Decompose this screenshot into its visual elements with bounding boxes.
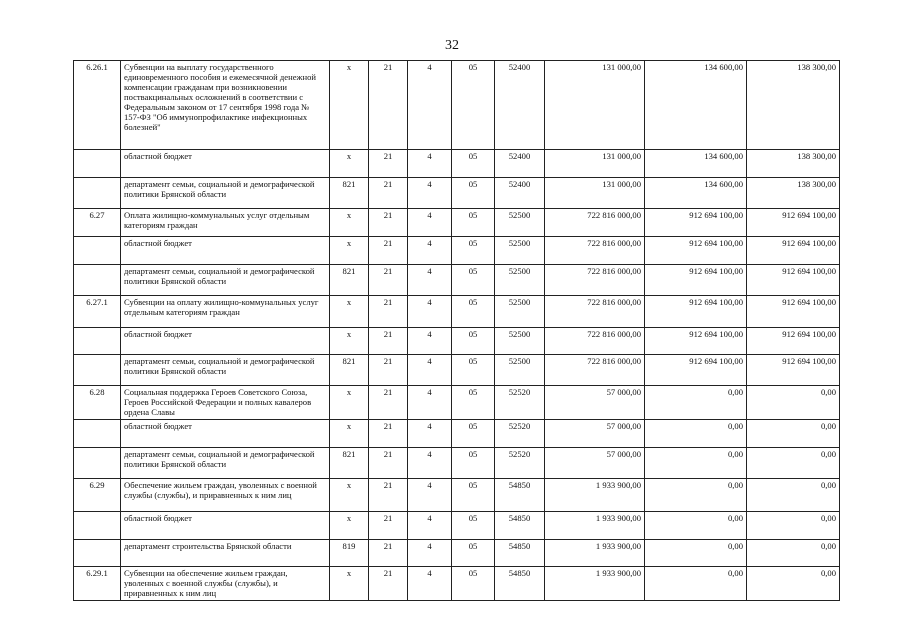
cell-amount-3: 0,00 xyxy=(747,386,840,420)
cell-csr: 05 xyxy=(452,237,495,265)
cell-name: департамент семьи, социальной и демографической политики Брянской области xyxy=(121,265,330,296)
cell-grbs: x xyxy=(330,296,369,328)
cell-name: Социальная поддержка Героев Советского Союза, Героев Российской Федерации и полных кавалеров ордена Славы xyxy=(121,386,330,420)
table-row xyxy=(74,355,840,386)
cell-amount-2: 0,00 xyxy=(645,567,747,601)
cell-number xyxy=(74,512,121,540)
cell-pr: 4 xyxy=(408,209,452,237)
cell-amount-2: 134 600,00 xyxy=(645,150,747,178)
cell-name: областной бюджет xyxy=(121,512,330,540)
cell-amount-1: 57 000,00 xyxy=(545,420,645,448)
cell-amount-2: 912 694 100,00 xyxy=(645,237,747,265)
cell-number xyxy=(74,355,121,386)
table-row xyxy=(74,420,840,448)
cell-amount-2: 912 694 100,00 xyxy=(645,209,747,237)
cell-name: Субвенции на обеспечение жильем граждан, уволенных с военной службы (службы), и приравненных к ним лиц xyxy=(121,567,330,601)
table-row xyxy=(74,386,840,420)
cell-rz: 21 xyxy=(369,448,408,479)
cell-grbs: x xyxy=(330,479,369,512)
table-row xyxy=(74,61,840,150)
cell-grbs: x xyxy=(330,420,369,448)
cell-amount-3: 0,00 xyxy=(747,448,840,479)
cell-amount-1: 722 816 000,00 xyxy=(545,355,645,386)
table-row xyxy=(74,265,840,296)
table-row xyxy=(74,512,840,540)
cell-vr: 52400 xyxy=(495,61,545,150)
table-row xyxy=(74,479,840,512)
cell-csr: 05 xyxy=(452,567,495,601)
table-body xyxy=(74,61,840,601)
cell-csr: 05 xyxy=(452,479,495,512)
cell-amount-3: 912 694 100,00 xyxy=(747,209,840,237)
cell-vr: 54850 xyxy=(495,567,545,601)
cell-grbs: x xyxy=(330,150,369,178)
cell-csr: 05 xyxy=(452,265,495,296)
cell-pr: 4 xyxy=(408,296,452,328)
cell-amount-2: 0,00 xyxy=(645,420,747,448)
cell-amount-3: 0,00 xyxy=(747,420,840,448)
cell-vr: 54850 xyxy=(495,512,545,540)
cell-amount-1: 1 933 900,00 xyxy=(545,567,645,601)
cell-pr: 4 xyxy=(408,355,452,386)
cell-number xyxy=(74,328,121,355)
cell-amount-1: 57 000,00 xyxy=(545,448,645,479)
cell-amount-3: 912 694 100,00 xyxy=(747,237,840,265)
cell-vr: 52400 xyxy=(495,150,545,178)
cell-pr: 4 xyxy=(408,61,452,150)
cell-pr: 4 xyxy=(408,479,452,512)
cell-csr: 05 xyxy=(452,448,495,479)
cell-csr: 05 xyxy=(452,61,495,150)
cell-rz: 21 xyxy=(369,355,408,386)
cell-pr: 4 xyxy=(408,386,452,420)
cell-pr: 4 xyxy=(408,512,452,540)
table-row xyxy=(74,237,840,265)
cell-rz: 21 xyxy=(369,540,408,567)
cell-amount-1: 722 816 000,00 xyxy=(545,296,645,328)
cell-number xyxy=(74,237,121,265)
cell-name: департамент семьи, социальной и демографической политики Брянской области xyxy=(121,448,330,479)
cell-amount-2: 0,00 xyxy=(645,386,747,420)
cell-grbs: x xyxy=(330,61,369,150)
cell-number: 6.27.1 xyxy=(74,296,121,328)
table-row xyxy=(74,178,840,209)
cell-pr: 4 xyxy=(408,540,452,567)
cell-amount-3: 138 300,00 xyxy=(747,61,840,150)
cell-grbs: 821 xyxy=(330,265,369,296)
cell-rz: 21 xyxy=(369,237,408,265)
cell-csr: 05 xyxy=(452,512,495,540)
table-row xyxy=(74,328,840,355)
budget-table xyxy=(73,60,840,601)
cell-number: 6.29.1 xyxy=(74,567,121,601)
cell-pr: 4 xyxy=(408,178,452,209)
cell-csr: 05 xyxy=(452,328,495,355)
cell-number xyxy=(74,448,121,479)
cell-rz: 21 xyxy=(369,209,408,237)
cell-amount-2: 912 694 100,00 xyxy=(645,355,747,386)
cell-amount-3: 138 300,00 xyxy=(747,150,840,178)
cell-amount-3: 0,00 xyxy=(747,567,840,601)
cell-amount-1: 1 933 900,00 xyxy=(545,479,645,512)
cell-csr: 05 xyxy=(452,209,495,237)
cell-amount-3: 912 694 100,00 xyxy=(747,296,840,328)
cell-rz: 21 xyxy=(369,328,408,355)
cell-vr: 54850 xyxy=(495,540,545,567)
cell-amount-1: 1 933 900,00 xyxy=(545,540,645,567)
cell-name: областной бюджет xyxy=(121,328,330,355)
cell-amount-2: 912 694 100,00 xyxy=(645,265,747,296)
cell-number xyxy=(74,265,121,296)
cell-amount-3: 0,00 xyxy=(747,479,840,512)
cell-number: 6.27 xyxy=(74,209,121,237)
table-row xyxy=(74,540,840,567)
cell-name: департамент семьи, социальной и демографической политики Брянской области xyxy=(121,178,330,209)
cell-grbs: x xyxy=(330,386,369,420)
cell-amount-2: 0,00 xyxy=(645,512,747,540)
cell-vr: 52500 xyxy=(495,355,545,386)
cell-grbs: x xyxy=(330,237,369,265)
cell-vr: 52400 xyxy=(495,178,545,209)
cell-rz: 21 xyxy=(369,386,408,420)
cell-pr: 4 xyxy=(408,448,452,479)
cell-amount-2: 0,00 xyxy=(645,448,747,479)
table-row xyxy=(74,209,840,237)
cell-vr: 54850 xyxy=(495,479,545,512)
cell-amount-1: 722 816 000,00 xyxy=(545,237,645,265)
cell-grbs: 821 xyxy=(330,448,369,479)
table-row xyxy=(74,567,840,601)
cell-vr: 52520 xyxy=(495,386,545,420)
cell-amount-3: 0,00 xyxy=(747,540,840,567)
cell-amount-2: 912 694 100,00 xyxy=(645,296,747,328)
table-row xyxy=(74,448,840,479)
cell-grbs: x xyxy=(330,328,369,355)
cell-grbs: 821 xyxy=(330,355,369,386)
cell-name: Оплата жилищно-коммунальных услуг отдельным категориям граждан xyxy=(121,209,330,237)
cell-name: Обеспечение жильем граждан, уволенных с военной службы (службы), и приравненных к ним лиц xyxy=(121,479,330,512)
cell-number xyxy=(74,150,121,178)
cell-pr: 4 xyxy=(408,328,452,355)
cell-csr: 05 xyxy=(452,355,495,386)
cell-amount-1: 131 000,00 xyxy=(545,150,645,178)
cell-number xyxy=(74,178,121,209)
cell-amount-1: 1 933 900,00 xyxy=(545,512,645,540)
cell-amount-3: 138 300,00 xyxy=(747,178,840,209)
cell-amount-2: 912 694 100,00 xyxy=(645,328,747,355)
page-number: 32 xyxy=(445,38,459,53)
cell-amount-2: 0,00 xyxy=(645,479,747,512)
cell-amount-1: 57 000,00 xyxy=(545,386,645,420)
cell-amount-1: 131 000,00 xyxy=(545,61,645,150)
cell-rz: 21 xyxy=(369,150,408,178)
cell-number: 6.29 xyxy=(74,479,121,512)
cell-amount-3: 912 694 100,00 xyxy=(747,355,840,386)
cell-rz: 21 xyxy=(369,265,408,296)
cell-grbs: 821 xyxy=(330,178,369,209)
cell-name: департамент семьи, социальной и демографической политики Брянской области xyxy=(121,355,330,386)
cell-name: областной бюджет xyxy=(121,237,330,265)
cell-rz: 21 xyxy=(369,420,408,448)
cell-number: 6.28 xyxy=(74,386,121,420)
cell-rz: 21 xyxy=(369,479,408,512)
cell-vr: 52500 xyxy=(495,328,545,355)
cell-name: областной бюджет xyxy=(121,420,330,448)
cell-grbs: 819 xyxy=(330,540,369,567)
cell-grbs: x xyxy=(330,512,369,540)
cell-csr: 05 xyxy=(452,178,495,209)
cell-csr: 05 xyxy=(452,296,495,328)
cell-name: областной бюджет xyxy=(121,150,330,178)
cell-name: Субвенции на выплату государственного единовременного пособия и ежемесячной денежной компенсации гражданам при возникновении поствакцинальных осложнений в соответствии с Федеральным законом от 17 сентября 1998 года № 157-ФЗ "Об иммунопрофилактике инфекционных болезней" xyxy=(121,61,330,150)
cell-vr: 52500 xyxy=(495,265,545,296)
cell-csr: 05 xyxy=(452,386,495,420)
cell-name: Субвенции на оплату жилищно-коммунальных услуг отдельным категориям граждан xyxy=(121,296,330,328)
cell-name: департамент строительства Брянской области xyxy=(121,540,330,567)
cell-rz: 21 xyxy=(369,178,408,209)
cell-pr: 4 xyxy=(408,237,452,265)
cell-number: 6.26.1 xyxy=(74,61,121,150)
cell-vr: 52520 xyxy=(495,420,545,448)
cell-pr: 4 xyxy=(408,265,452,296)
cell-csr: 05 xyxy=(452,540,495,567)
cell-pr: 4 xyxy=(408,420,452,448)
cell-number xyxy=(74,420,121,448)
cell-vr: 52500 xyxy=(495,296,545,328)
cell-vr: 52500 xyxy=(495,209,545,237)
cell-amount-2: 134 600,00 xyxy=(645,61,747,150)
cell-amount-3: 912 694 100,00 xyxy=(747,265,840,296)
cell-grbs: x xyxy=(330,567,369,601)
cell-rz: 21 xyxy=(369,61,408,150)
cell-amount-1: 722 816 000,00 xyxy=(545,209,645,237)
table-row xyxy=(74,296,840,328)
cell-rz: 21 xyxy=(369,296,408,328)
cell-csr: 05 xyxy=(452,420,495,448)
cell-number xyxy=(74,540,121,567)
cell-amount-1: 131 000,00 xyxy=(545,178,645,209)
cell-amount-1: 722 816 000,00 xyxy=(545,328,645,355)
cell-amount-3: 0,00 xyxy=(747,512,840,540)
cell-amount-2: 134 600,00 xyxy=(645,178,747,209)
cell-grbs: x xyxy=(330,209,369,237)
cell-amount-1: 722 816 000,00 xyxy=(545,265,645,296)
cell-rz: 21 xyxy=(369,512,408,540)
cell-pr: 4 xyxy=(408,150,452,178)
table-row xyxy=(74,150,840,178)
cell-pr: 4 xyxy=(408,567,452,601)
cell-rz: 21 xyxy=(369,567,408,601)
cell-amount-3: 912 694 100,00 xyxy=(747,328,840,355)
cell-vr: 52500 xyxy=(495,237,545,265)
cell-csr: 05 xyxy=(452,150,495,178)
cell-vr: 52520 xyxy=(495,448,545,479)
cell-amount-2: 0,00 xyxy=(645,540,747,567)
